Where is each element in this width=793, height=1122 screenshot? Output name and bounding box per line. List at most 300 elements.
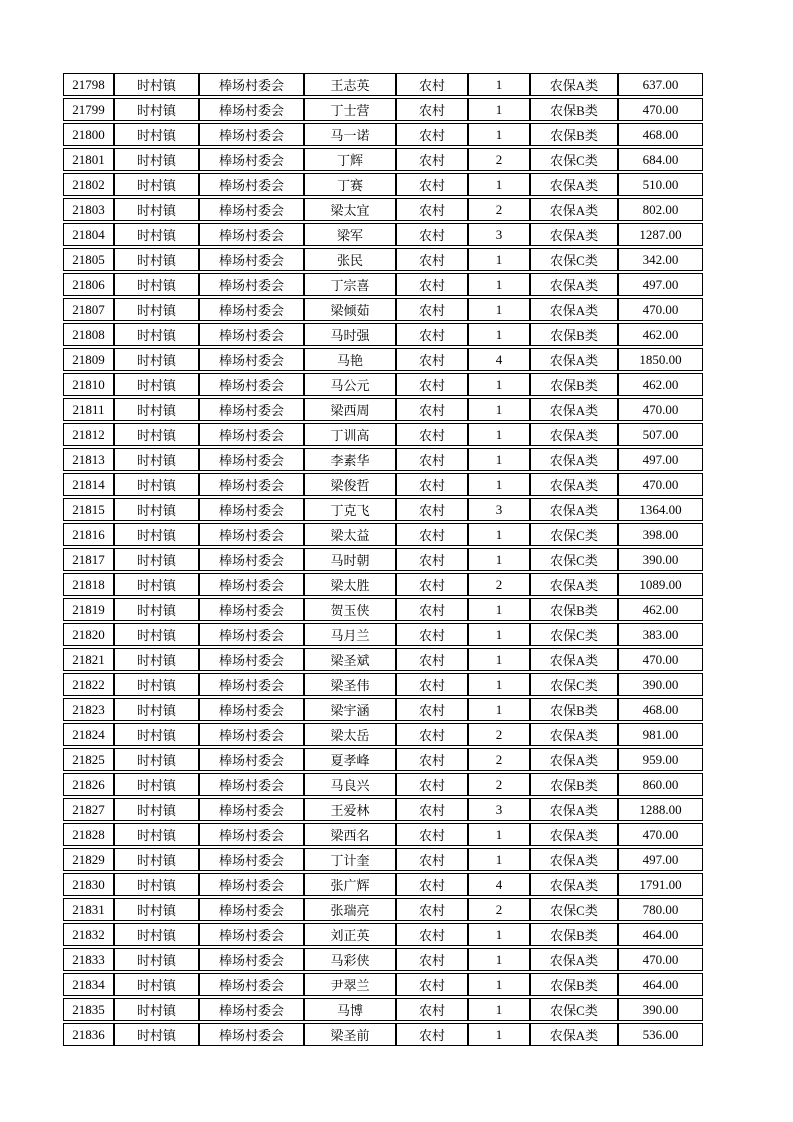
table-row xyxy=(63,98,703,121)
cell-insurance-category: 农保C类 xyxy=(530,673,618,696)
cell-residence-type: 农村 xyxy=(396,498,468,521)
cell-village-committee: 棒场村委会 xyxy=(199,398,304,421)
table-row xyxy=(63,648,703,671)
cell-residence-type: 农村 xyxy=(396,898,468,921)
table-row xyxy=(63,823,703,846)
cell-village-committee: 棒场村委会 xyxy=(199,848,304,871)
cell-village-committee: 棒场村委会 xyxy=(199,873,304,896)
cell-person-name: 梁宇涵 xyxy=(304,698,396,721)
cell-amount: 470.00 xyxy=(618,473,703,496)
table-row xyxy=(63,773,703,796)
cell-insurance-category: 农保A类 xyxy=(530,173,618,196)
cell-village-committee: 棒场村委会 xyxy=(199,723,304,746)
cell-amount: 462.00 xyxy=(618,323,703,346)
cell-person-count: 1 xyxy=(468,698,530,721)
cell-person-name: 梁太胜 xyxy=(304,573,396,596)
cell-residence-type: 农村 xyxy=(396,573,468,596)
cell-village-committee: 棒场村委会 xyxy=(199,673,304,696)
cell-person-name: 王志英 xyxy=(304,73,396,96)
cell-record-id: 21813 xyxy=(63,448,114,471)
cell-record-id: 21802 xyxy=(63,173,114,196)
cell-town: 时村镇 xyxy=(114,698,199,721)
cell-amount: 1089.00 xyxy=(618,573,703,596)
cell-town: 时村镇 xyxy=(114,373,199,396)
cell-town: 时村镇 xyxy=(114,398,199,421)
cell-person-count: 3 xyxy=(468,798,530,821)
cell-amount: 470.00 xyxy=(618,398,703,421)
cell-record-id: 21836 xyxy=(63,1023,114,1046)
cell-record-id: 21832 xyxy=(63,923,114,946)
cell-insurance-category: 农保C类 xyxy=(530,523,618,546)
cell-person-name: 王爱林 xyxy=(304,798,396,821)
cell-person-count: 2 xyxy=(468,723,530,746)
cell-residence-type: 农村 xyxy=(396,273,468,296)
cell-village-committee: 棒场村委会 xyxy=(199,248,304,271)
cell-person-count: 1 xyxy=(468,598,530,621)
cell-person-name: 马彩侠 xyxy=(304,948,396,971)
cell-town: 时村镇 xyxy=(114,348,199,371)
cell-amount: 468.00 xyxy=(618,123,703,146)
cell-village-committee: 棒场村委会 xyxy=(199,323,304,346)
cell-person-name: 丁辉 xyxy=(304,148,396,171)
cell-village-committee: 棒场村委会 xyxy=(199,548,304,571)
cell-insurance-category: 农保B类 xyxy=(530,773,618,796)
cell-residence-type: 农村 xyxy=(396,698,468,721)
cell-insurance-category: 农保B类 xyxy=(530,373,618,396)
cell-person-name: 马时朝 xyxy=(304,548,396,571)
table-row xyxy=(63,973,703,996)
cell-amount: 342.00 xyxy=(618,248,703,271)
cell-town: 时村镇 xyxy=(114,723,199,746)
cell-village-committee: 棒场村委会 xyxy=(199,573,304,596)
cell-residence-type: 农村 xyxy=(396,548,468,571)
cell-record-id: 21828 xyxy=(63,823,114,846)
cell-village-committee: 棒场村委会 xyxy=(199,598,304,621)
cell-person-count: 1 xyxy=(468,98,530,121)
cell-village-committee: 棒场村委会 xyxy=(199,348,304,371)
cell-amount: 510.00 xyxy=(618,173,703,196)
cell-record-id: 21810 xyxy=(63,373,114,396)
cell-record-id: 21824 xyxy=(63,723,114,746)
cell-person-name: 尹翠兰 xyxy=(304,973,396,996)
cell-record-id: 21816 xyxy=(63,523,114,546)
cell-record-id: 21825 xyxy=(63,748,114,771)
cell-amount: 398.00 xyxy=(618,523,703,546)
cell-record-id: 21815 xyxy=(63,498,114,521)
cell-town: 时村镇 xyxy=(114,523,199,546)
cell-town: 时村镇 xyxy=(114,973,199,996)
cell-village-committee: 棒场村委会 xyxy=(199,123,304,146)
table-row xyxy=(63,748,703,771)
cell-town: 时村镇 xyxy=(114,1023,199,1046)
cell-amount: 462.00 xyxy=(618,598,703,621)
cell-insurance-category: 农保A类 xyxy=(530,298,618,321)
cell-person-count: 1 xyxy=(468,848,530,871)
cell-person-name: 丁宗喜 xyxy=(304,273,396,296)
cell-amount: 536.00 xyxy=(618,1023,703,1046)
table-row xyxy=(63,323,703,346)
cell-village-committee: 棒场村委会 xyxy=(199,773,304,796)
cell-residence-type: 农村 xyxy=(396,223,468,246)
cell-record-id: 21833 xyxy=(63,948,114,971)
cell-town: 时村镇 xyxy=(114,948,199,971)
table-row xyxy=(63,423,703,446)
cell-insurance-category: 农保A类 xyxy=(530,798,618,821)
cell-record-id: 21812 xyxy=(63,423,114,446)
cell-person-name: 贺玉侠 xyxy=(304,598,396,621)
cell-village-committee: 棒场村委会 xyxy=(199,223,304,246)
cell-town: 时村镇 xyxy=(114,773,199,796)
cell-residence-type: 农村 xyxy=(396,848,468,871)
cell-town: 时村镇 xyxy=(114,623,199,646)
cell-record-id: 21827 xyxy=(63,798,114,821)
cell-insurance-category: 农保A类 xyxy=(530,723,618,746)
cell-town: 时村镇 xyxy=(114,873,199,896)
cell-insurance-category: 农保C类 xyxy=(530,998,618,1021)
cell-person-count: 1 xyxy=(468,373,530,396)
cell-village-committee: 棒场村委会 xyxy=(199,1023,304,1046)
table-row xyxy=(63,148,703,171)
cell-village-committee: 棒场村委会 xyxy=(199,473,304,496)
cell-person-count: 1 xyxy=(468,623,530,646)
cell-amount: 1288.00 xyxy=(618,798,703,821)
cell-residence-type: 农村 xyxy=(396,198,468,221)
cell-town: 时村镇 xyxy=(114,248,199,271)
cell-record-id: 21821 xyxy=(63,648,114,671)
cell-person-name: 李素华 xyxy=(304,448,396,471)
cell-person-count: 1 xyxy=(468,823,530,846)
cell-residence-type: 农村 xyxy=(396,98,468,121)
cell-residence-type: 农村 xyxy=(396,373,468,396)
cell-person-count: 2 xyxy=(468,573,530,596)
cell-person-count: 1 xyxy=(468,423,530,446)
table-row xyxy=(63,573,703,596)
cell-village-committee: 棒场村委会 xyxy=(199,623,304,646)
cell-residence-type: 农村 xyxy=(396,1023,468,1046)
insurance-records-table xyxy=(63,71,703,1048)
cell-person-count: 1 xyxy=(468,298,530,321)
cell-amount: 684.00 xyxy=(618,148,703,171)
cell-residence-type: 农村 xyxy=(396,473,468,496)
table-row xyxy=(63,948,703,971)
cell-insurance-category: 农保A类 xyxy=(530,1023,618,1046)
cell-insurance-category: 农保A类 xyxy=(530,748,618,771)
cell-town: 时村镇 xyxy=(114,273,199,296)
cell-village-committee: 棒场村委会 xyxy=(199,148,304,171)
cell-person-name: 马良兴 xyxy=(304,773,396,796)
cell-amount: 497.00 xyxy=(618,448,703,471)
cell-person-name: 丁克飞 xyxy=(304,498,396,521)
cell-residence-type: 农村 xyxy=(396,398,468,421)
table-row xyxy=(63,298,703,321)
cell-person-count: 1 xyxy=(468,273,530,296)
cell-record-id: 21800 xyxy=(63,123,114,146)
cell-residence-type: 农村 xyxy=(396,623,468,646)
cell-insurance-category: 农保A类 xyxy=(530,573,618,596)
cell-insurance-category: 农保A类 xyxy=(530,498,618,521)
cell-person-name: 梁圣斌 xyxy=(304,648,396,671)
cell-person-name: 梁太宜 xyxy=(304,198,396,221)
cell-record-id: 21805 xyxy=(63,248,114,271)
cell-person-name: 张瑞亮 xyxy=(304,898,396,921)
cell-amount: 390.00 xyxy=(618,548,703,571)
cell-amount: 390.00 xyxy=(618,673,703,696)
cell-person-name: 丁士营 xyxy=(304,98,396,121)
cell-amount: 1850.00 xyxy=(618,348,703,371)
cell-record-id: 21818 xyxy=(63,573,114,596)
cell-person-name: 张广辉 xyxy=(304,873,396,896)
cell-town: 时村镇 xyxy=(114,123,199,146)
cell-amount: 780.00 xyxy=(618,898,703,921)
cell-record-id: 21814 xyxy=(63,473,114,496)
cell-person-count: 4 xyxy=(468,873,530,896)
cell-residence-type: 农村 xyxy=(396,298,468,321)
table-row xyxy=(63,873,703,896)
cell-residence-type: 农村 xyxy=(396,123,468,146)
cell-town: 时村镇 xyxy=(114,223,199,246)
cell-residence-type: 农村 xyxy=(396,448,468,471)
cell-village-committee: 棒场村委会 xyxy=(199,523,304,546)
cell-person-count: 2 xyxy=(468,198,530,221)
cell-insurance-category: 农保A类 xyxy=(530,273,618,296)
cell-town: 时村镇 xyxy=(114,73,199,96)
cell-amount: 390.00 xyxy=(618,998,703,1021)
cell-town: 时村镇 xyxy=(114,798,199,821)
cell-residence-type: 农村 xyxy=(396,873,468,896)
cell-record-id: 21799 xyxy=(63,98,114,121)
table-row xyxy=(63,273,703,296)
cell-insurance-category: 农保A类 xyxy=(530,198,618,221)
cell-person-count: 1 xyxy=(468,973,530,996)
cell-person-name: 梁太益 xyxy=(304,523,396,546)
cell-amount: 462.00 xyxy=(618,373,703,396)
cell-amount: 470.00 xyxy=(618,823,703,846)
cell-village-committee: 棒场村委会 xyxy=(199,998,304,1021)
cell-village-committee: 棒场村委会 xyxy=(199,298,304,321)
cell-amount: 637.00 xyxy=(618,73,703,96)
cell-person-name: 梁倾茹 xyxy=(304,298,396,321)
cell-person-name: 马一诺 xyxy=(304,123,396,146)
cell-insurance-category: 农保C类 xyxy=(530,148,618,171)
table-row xyxy=(63,473,703,496)
table-row xyxy=(63,598,703,621)
cell-person-count: 1 xyxy=(468,673,530,696)
cell-residence-type: 农村 xyxy=(396,973,468,996)
cell-insurance-category: 农保A类 xyxy=(530,73,618,96)
cell-person-name: 梁西周 xyxy=(304,398,396,421)
table-row xyxy=(63,623,703,646)
cell-residence-type: 农村 xyxy=(396,773,468,796)
cell-person-name: 丁计奎 xyxy=(304,848,396,871)
cell-record-id: 21798 xyxy=(63,73,114,96)
cell-person-count: 1 xyxy=(468,73,530,96)
cell-amount: 981.00 xyxy=(618,723,703,746)
cell-person-count: 1 xyxy=(468,548,530,571)
cell-amount: 1791.00 xyxy=(618,873,703,896)
cell-insurance-category: 农保C类 xyxy=(530,548,618,571)
table-row xyxy=(63,248,703,271)
cell-person-name: 马艳 xyxy=(304,348,396,371)
cell-person-name: 梁太岳 xyxy=(304,723,396,746)
cell-record-id: 21804 xyxy=(63,223,114,246)
table-row xyxy=(63,173,703,196)
cell-amount: 1287.00 xyxy=(618,223,703,246)
cell-person-count: 1 xyxy=(468,473,530,496)
table-row xyxy=(63,373,703,396)
cell-insurance-category: 农保B类 xyxy=(530,123,618,146)
cell-insurance-category: 农保A类 xyxy=(530,848,618,871)
cell-insurance-category: 农保A类 xyxy=(530,223,618,246)
cell-town: 时村镇 xyxy=(114,673,199,696)
table-row xyxy=(63,73,703,96)
table-row xyxy=(63,398,703,421)
cell-residence-type: 农村 xyxy=(396,148,468,171)
cell-record-id: 21808 xyxy=(63,323,114,346)
cell-town: 时村镇 xyxy=(114,173,199,196)
cell-person-name: 丁训高 xyxy=(304,423,396,446)
cell-record-id: 21822 xyxy=(63,673,114,696)
cell-town: 时村镇 xyxy=(114,198,199,221)
table-row xyxy=(63,198,703,221)
cell-residence-type: 农村 xyxy=(396,673,468,696)
cell-residence-type: 农村 xyxy=(396,173,468,196)
cell-residence-type: 农村 xyxy=(396,523,468,546)
cell-person-name: 夏孝峰 xyxy=(304,748,396,771)
cell-insurance-category: 农保B类 xyxy=(530,973,618,996)
cell-town: 时村镇 xyxy=(114,998,199,1021)
cell-amount: 507.00 xyxy=(618,423,703,446)
cell-residence-type: 农村 xyxy=(396,823,468,846)
cell-town: 时村镇 xyxy=(114,148,199,171)
cell-insurance-category: 农保A类 xyxy=(530,873,618,896)
cell-person-count: 1 xyxy=(468,248,530,271)
cell-person-count: 1 xyxy=(468,923,530,946)
cell-village-committee: 棒场村委会 xyxy=(199,948,304,971)
cell-town: 时村镇 xyxy=(114,98,199,121)
cell-amount: 1364.00 xyxy=(618,498,703,521)
cell-residence-type: 农村 xyxy=(396,323,468,346)
table-row xyxy=(63,123,703,146)
cell-record-id: 21835 xyxy=(63,998,114,1021)
cell-village-committee: 棒场村委会 xyxy=(199,173,304,196)
cell-person-count: 1 xyxy=(468,948,530,971)
cell-town: 时村镇 xyxy=(114,748,199,771)
cell-amount: 383.00 xyxy=(618,623,703,646)
cell-person-name: 丁赛 xyxy=(304,173,396,196)
cell-record-id: 21811 xyxy=(63,398,114,421)
cell-village-committee: 棒场村委会 xyxy=(199,923,304,946)
cell-insurance-category: 农保C类 xyxy=(530,898,618,921)
cell-town: 时村镇 xyxy=(114,323,199,346)
table-row xyxy=(63,448,703,471)
cell-record-id: 21820 xyxy=(63,623,114,646)
cell-insurance-category: 农保A类 xyxy=(530,423,618,446)
cell-village-committee: 棒场村委会 xyxy=(199,698,304,721)
cell-insurance-category: 农保B类 xyxy=(530,598,618,621)
cell-town: 时村镇 xyxy=(114,648,199,671)
cell-person-name: 刘正英 xyxy=(304,923,396,946)
cell-person-count: 1 xyxy=(468,123,530,146)
cell-residence-type: 农村 xyxy=(396,348,468,371)
cell-person-name: 马公元 xyxy=(304,373,396,396)
cell-insurance-category: 农保B类 xyxy=(530,98,618,121)
cell-insurance-category: 农保A类 xyxy=(530,448,618,471)
cell-insurance-category: 农保B类 xyxy=(530,323,618,346)
cell-village-committee: 棒场村委会 xyxy=(199,423,304,446)
cell-amount: 497.00 xyxy=(618,848,703,871)
cell-town: 时村镇 xyxy=(114,923,199,946)
cell-amount: 959.00 xyxy=(618,748,703,771)
cell-person-count: 1 xyxy=(468,448,530,471)
cell-residence-type: 农村 xyxy=(396,998,468,1021)
cell-village-committee: 棒场村委会 xyxy=(199,273,304,296)
cell-record-id: 21834 xyxy=(63,973,114,996)
cell-village-committee: 棒场村委会 xyxy=(199,198,304,221)
cell-village-committee: 棒场村委会 xyxy=(199,448,304,471)
cell-record-id: 21819 xyxy=(63,598,114,621)
cell-town: 时村镇 xyxy=(114,548,199,571)
cell-person-name: 梁圣伟 xyxy=(304,673,396,696)
cell-person-count: 1 xyxy=(468,323,530,346)
cell-residence-type: 农村 xyxy=(396,598,468,621)
cell-village-committee: 棒场村委会 xyxy=(199,798,304,821)
cell-person-count: 2 xyxy=(468,148,530,171)
cell-village-committee: 棒场村委会 xyxy=(199,73,304,96)
table-row xyxy=(63,698,703,721)
cell-record-id: 21801 xyxy=(63,148,114,171)
table-row xyxy=(63,1023,703,1046)
cell-record-id: 21807 xyxy=(63,298,114,321)
cell-village-committee: 棒场村委会 xyxy=(199,898,304,921)
cell-person-name: 马月兰 xyxy=(304,623,396,646)
cell-town: 时村镇 xyxy=(114,598,199,621)
cell-person-name: 梁军 xyxy=(304,223,396,246)
cell-record-id: 21831 xyxy=(63,898,114,921)
cell-person-count: 1 xyxy=(468,173,530,196)
cell-insurance-category: 农保A类 xyxy=(530,823,618,846)
table-row xyxy=(63,673,703,696)
cell-person-name: 马时强 xyxy=(304,323,396,346)
table-row xyxy=(63,723,703,746)
cell-person-count: 2 xyxy=(468,773,530,796)
cell-amount: 470.00 xyxy=(618,648,703,671)
cell-residence-type: 农村 xyxy=(396,248,468,271)
cell-village-committee: 棒场村委会 xyxy=(199,648,304,671)
cell-residence-type: 农村 xyxy=(396,798,468,821)
cell-residence-type: 农村 xyxy=(396,648,468,671)
cell-town: 时村镇 xyxy=(114,423,199,446)
cell-amount: 860.00 xyxy=(618,773,703,796)
cell-town: 时村镇 xyxy=(114,573,199,596)
cell-village-committee: 棒场村委会 xyxy=(199,498,304,521)
cell-record-id: 21823 xyxy=(63,698,114,721)
cell-amount: 468.00 xyxy=(618,698,703,721)
cell-person-count: 2 xyxy=(468,898,530,921)
cell-residence-type: 农村 xyxy=(396,748,468,771)
cell-record-id: 21803 xyxy=(63,198,114,221)
cell-residence-type: 农村 xyxy=(396,423,468,446)
cell-record-id: 21817 xyxy=(63,548,114,571)
cell-person-name: 梁圣前 xyxy=(304,1023,396,1046)
table-row xyxy=(63,548,703,571)
cell-residence-type: 农村 xyxy=(396,723,468,746)
table-row xyxy=(63,848,703,871)
table-row xyxy=(63,498,703,521)
table-row xyxy=(63,348,703,371)
cell-insurance-category: 农保A类 xyxy=(530,398,618,421)
cell-village-committee: 棒场村委会 xyxy=(199,823,304,846)
cell-insurance-category: 农保A类 xyxy=(530,473,618,496)
